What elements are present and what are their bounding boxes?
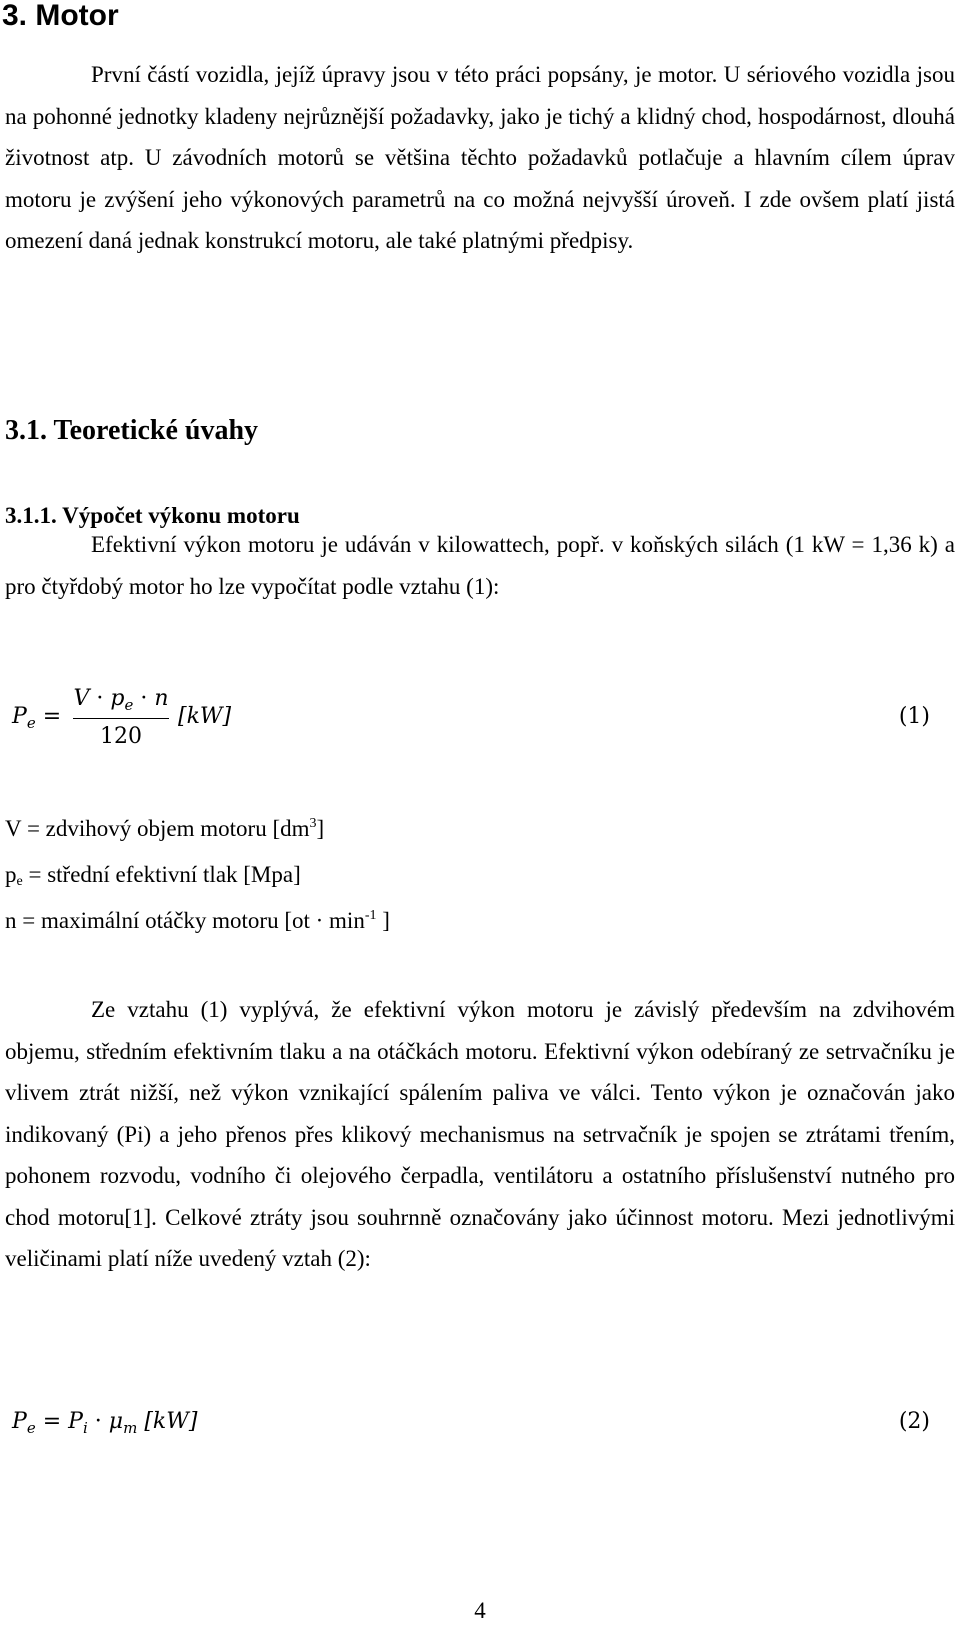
intro-paragraph: První částí vozidla, jejíž úpravy jsou v této práci popsány, je motor. U sériového vozidla jsou na pohonné jednotky kladeny nejrůznější požadavky, jako je tichý a klidný chod, hospodárnost, dlouhá životnost atp. U závodních motorů se většina těchto požadavků potlačuje a hlavním cílem úprav motoru je zvýšení jeho výkonových parametrů na co možná nejvyšší úroveň. I zde ovšem platí jistá omezení daná jednak konstrukcí motoru, ale také platnými předpisy. [5,62,955,253]
section-heading: 3.1. Teoretické úvahy [5,415,259,446]
definition-volume: V = zdvihový objem motoru $[dm^3]$ [5,816,325,841]
equation-1 [0,680,960,760]
equation-2 [0,1405,960,1445]
losses-paragraph: Ze vztahu (1) vyplývá, že efektivní výkon motoru je závislý především na zdvihovém objemu, středním efektivním tlaku a na otáčkách motoru. Efektivní výkon odebíraný ze setrvačníku je vlivem ztrát nižší, než výkon vznikající spálením paliva ve válci. Tento výkon je označován jako indikovaný (Pi) a jeho přenos přes klikový mechanismus na setrvačník je spojen se ztrátami třením, pohonem rozvodu, vodního či olejového čerpadla, ventilátoru a ostatního příslušenství nutného pro chod motoru[1]. Celkové ztráty jsou souhrnně označovány jako účinnost motoru. Mezi jednotlivými veličinami platí níže uvedený vztah (2): [5,997,955,1271]
definition-pressure: $p_e$ = střední efektivní tlak [Mpa] [5,862,301,889]
equation-1-unit: [kW] [178,704,232,729]
subsection-heading: 3.1.1. Výpočet výkonu motoru [5,503,300,528]
equation-1-number: (1) [898,704,930,729]
variable-definitions [5,806,390,944]
page-number: 4 [474,1598,486,1623]
power-paragraph: Efektivní výkon motoru je udáván v kilowattech, popř. v koňských silách (1 kW = 1,36 k) a pro čtyřdobý motor ho lze vypočítat podle vztahu (1): [5,532,955,599]
chapter-heading: 3. Motor [2,0,119,32]
equation-2-body: $P_e = P_i \cdot \mu_m$ [kW] [12,1409,198,1437]
fraction-bar [73,718,169,719]
equation-2-number: (2) [898,1409,930,1434]
fraction-denominator: 120 [100,724,142,749]
equation-1-lhs: $P_e$ = [12,704,62,732]
definition-rpm: n = maximální otáčky motoru [$ot \cdot \min^{-1}$ ] [5,908,390,933]
fraction-numerator: $V \cdot p_e \cdot n$ [73,686,169,714]
